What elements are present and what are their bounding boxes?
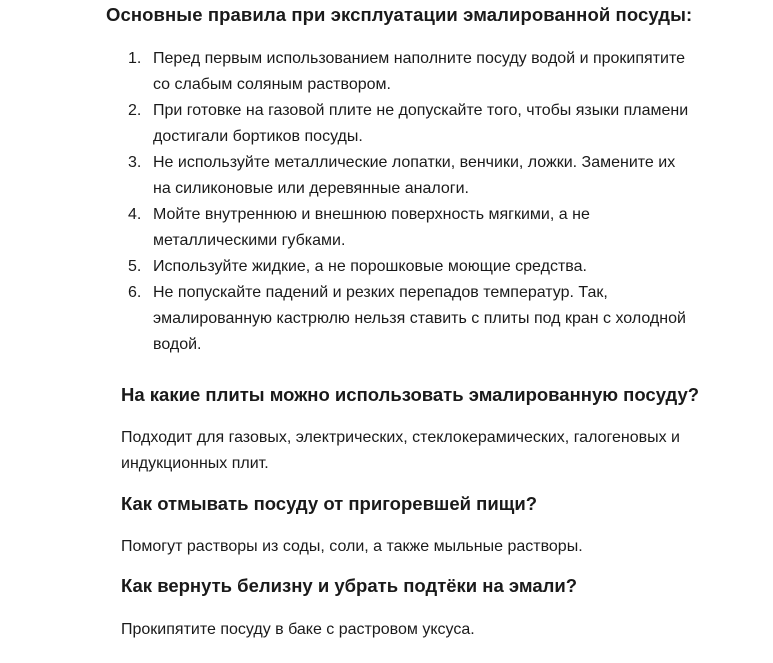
section-text-line: Помогут растворы из соды, соли, а также мыльные растворы. <box>121 538 583 555</box>
section-heading-cleaning: Как отмывать посуду от пригоревшей пищи? <box>121 493 537 514</box>
section-text-whiteness <box>121 617 741 643</box>
list-item-line: водой. <box>153 336 202 353</box>
list-item-line: на силиконовые или деревянные аналоги. <box>153 180 469 197</box>
list-item-number: 1. <box>128 50 142 67</box>
list-item-line: При готовке на газовой плите не допускайте того, чтобы языки пламени <box>153 102 689 119</box>
section-heading-whiteness: Как вернуть белизну и убрать подтёки на эмали? <box>121 575 578 596</box>
list-item-line: Перед первым использованием наполните посуду водой и прокипятите <box>153 50 686 67</box>
list-item-line: эмалированную кастрюлю нельзя ставить с плиты под кран с холодной <box>153 310 686 327</box>
section-text-cleaning <box>121 534 741 560</box>
list-item <box>128 254 748 280</box>
list-item-line: со слабым соляным раствором. <box>153 76 391 93</box>
list-item <box>128 202 748 254</box>
list-item <box>128 280 748 358</box>
list-item-number: 3. <box>128 154 142 171</box>
list-item-line: Не попускайте падений и резких перепадов температур. Так, <box>153 284 608 301</box>
list-item <box>128 98 748 150</box>
list-item-number: 2. <box>128 102 142 119</box>
list-item-line: Мойте внутреннюю и внешнюю поверхность мягкими, а не <box>153 206 590 223</box>
rules-list <box>128 46 748 358</box>
section-text-stoves <box>121 425 741 477</box>
list-item-number: 4. <box>128 206 142 223</box>
list-item-line: металлическими губками. <box>153 232 346 249</box>
list-item-number: 5. <box>128 258 142 275</box>
section-text-line: Подходит для газовых, электрических, стеклокерамических, галогеновых и <box>121 429 680 446</box>
section-text-line: Прокипятите посуду в баке с растровом уксуса. <box>121 621 475 638</box>
list-item-number: 6. <box>128 284 142 301</box>
list-item <box>128 150 748 202</box>
list-item-line: Используйте жидкие, а не порошковые моющие средства. <box>153 258 587 275</box>
list-item <box>128 46 748 98</box>
section-heading-stoves: На какие плиты можно использовать эмалированную посуду? <box>121 384 700 405</box>
list-item-line: Не используйте металлические лопатки, венчики, ложки. Замените их <box>153 154 676 171</box>
list-item-line: достигали бортиков посуды. <box>153 128 363 145</box>
main-heading: Основные правила при эксплуатации эмалированной посуды: <box>106 4 693 25</box>
section-text-line: индукционных плит. <box>121 455 269 472</box>
